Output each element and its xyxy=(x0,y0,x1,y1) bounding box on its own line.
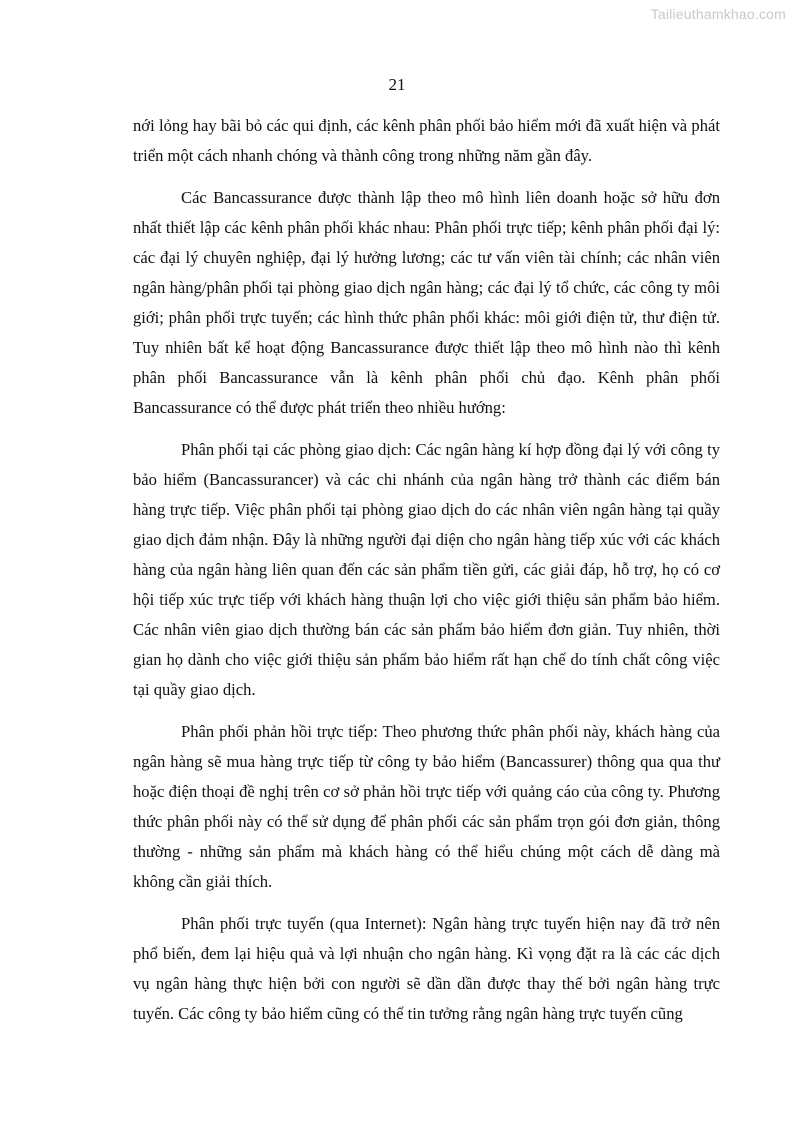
paragraph-online-distribution: Phân phối trực tuyến (qua Internet): Ngân hàng trực tuyến hiện nay đã trở nên phổ biến, đem lại hiệu quả và lợi nhuận cho ngân hàng. Kì vọng đặt ra là các các dịch vụ ngân hàng thực hiện bởi con người sẽ dần dần được thay thế bởi ngân hàng trực tuyến. Các công ty bảo hiểm cũng có thể tin tưởng rằng ngân hàng trực tuyến cũng xyxy=(133,914,720,1023)
paragraph-bancassurance-models: Các Bancassurance được thành lập theo mô hình liên doanh hoặc sở hữu đơn nhất thiết lập các kênh phân phối khác nhau: Phân phối trực tiếp; kênh phân phối đại lý: các đại lý chuyên nghiệp, đại lý hưởng lương; các tư vấn viên tài chính; các nhân viên ngân hàng/phân phối tại phòng giao dịch ngân hàng; các đại lý tổ chức, các công ty môi giới; phân phối trực tuyến; các hình thức phân phối khác: môi giới điện tử, thư điện tử. Tuy nhiên bất kể hoạt động Bancassurance được thiết lập theo mô hình nào thì kênh phân phối Bancassurance vẫn là kênh phân phối chủ đạo. Kênh phân phối Bancassurance có thể được phát triển theo nhiều hướng: xyxy=(133,188,720,417)
document-body xyxy=(133,111,720,1041)
watermark-text: Tailieuthamkhao.com xyxy=(650,6,786,22)
paragraph-continuation: nới lỏng hay bãi bỏ các qui định, các kênh phân phối bảo hiểm mới đã xuất hiện và phát triển một cách nhanh chóng và thành công trong những năm gần đây. xyxy=(133,116,720,165)
paragraph-branch-distribution: Phân phối tại các phòng giao dịch: Các ngân hàng kí hợp đồng đại lý với công ty bảo hiểm (Bancassurancer) và các chi nhánh của ngân hàng trở thành các điểm bán hàng trực tiếp. Việc phân phối tại phòng giao dịch do các nhân viên ngân hàng tại quầy giao dịch đảm nhận. Đây là những người đại diện cho ngân hàng tiếp xúc với các khách hàng của ngân hàng liên quan đến các sản phẩm tiền gửi, các giải đáp, hỗ trợ, họ có cơ hội tiếp xúc trực tiếp với khách hàng thuận lợi cho việc giới thiệu sản phẩm bảo hiểm. Các nhân viên giao dịch thường bán các sản phẩm bảo hiểm đơn giản. Tuy nhiên, thời gian họ dành cho việc giới thiệu sản phẩm bảo hiểm rất hạn chế do tính chất công việc tại quầy giao dịch. xyxy=(133,440,720,699)
page-number: 21 xyxy=(388,75,406,94)
paragraph-direct-response: Phân phối phản hồi trực tiếp: Theo phương thức phân phối này, khách hàng của ngân hàng sẽ mua hàng trực tiếp từ công ty bảo hiểm (Bancassurer) thông qua qua thư hoặc điện thoại đề nghị trên cơ sở phản hồi trực tiếp với quảng cáo của công ty. Phương thức phân phối này có thể sử dụng để phân phối các sản phẩm trọn gói đơn giản, thông thường - những sản phẩm mà khách hàng có thể hiểu chúng một cách dễ dàng mà không cần giải thích. xyxy=(133,722,720,891)
